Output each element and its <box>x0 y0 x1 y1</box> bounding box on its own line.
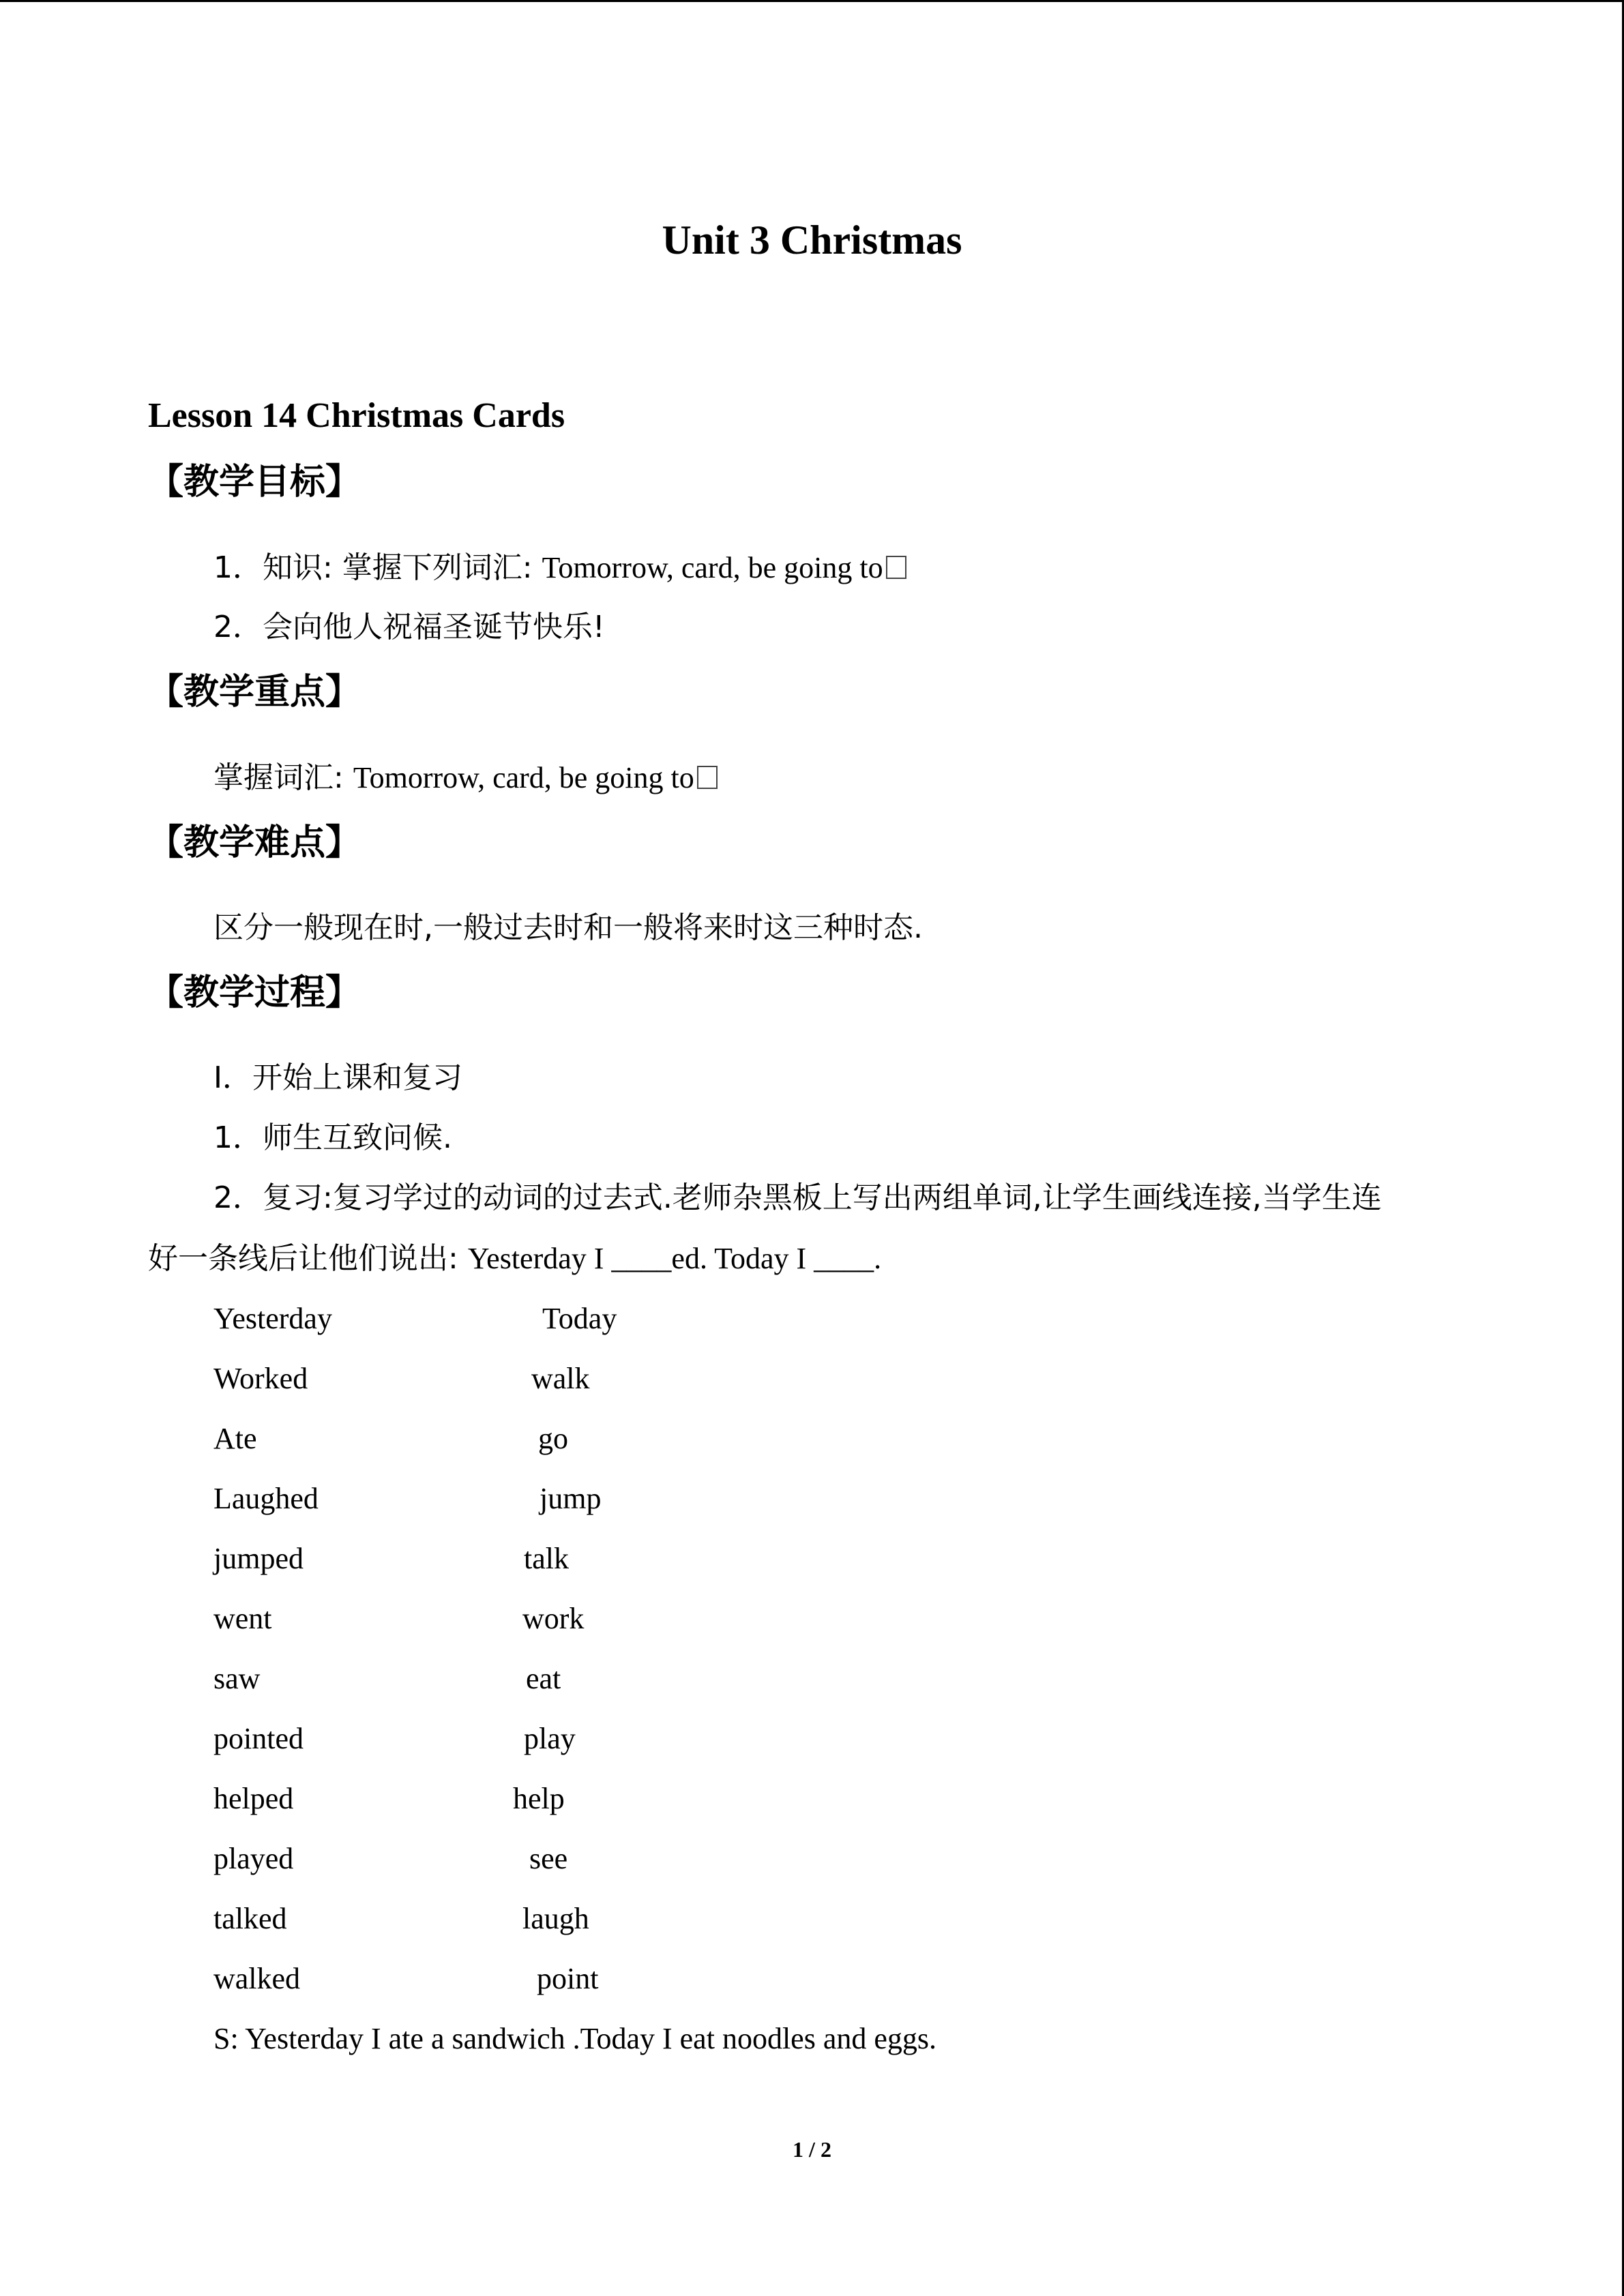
document-title: Unit 3 Christmas <box>662 218 962 263</box>
word-table-row-left: pointed <box>213 1722 304 1755</box>
word-table-row-left: walked <box>213 1962 301 1995</box>
process-item-2-line-1: 2．复习:复习学过的动词的过去式.老师杂黑板上写出两组单词,让学生画线连接,当学生连 <box>213 1180 1382 1215</box>
process-step-1: Ⅰ．开始上课和复习 <box>213 1060 462 1095</box>
difficulties-heading: 【教学难点】 <box>148 822 361 863</box>
word-table-row-left: saw <box>213 1662 261 1695</box>
word-table-row-right: see <box>529 1842 568 1875</box>
word-table-row-right: talk <box>524 1542 569 1575</box>
objectives-item-1-prefix: 1．知识: 掌握下列词汇: <box>213 550 542 585</box>
example-sentence: S: Yesterday I ate a sandwich .Today I eat noodles and eggs. <box>213 2022 936 2055</box>
objectives-item-1-words: Tomorrow, card, be going to <box>542 551 883 584</box>
word-table-row-left: went <box>213 1602 272 1635</box>
objectives-heading: 【教学目标】 <box>148 462 361 503</box>
key-points-item <box>213 760 718 795</box>
word-table-row-right: play <box>524 1722 576 1755</box>
word-table-row-right: help <box>513 1782 565 1815</box>
objectives-item-2: 2．会向他人祝福圣诞节快乐! <box>213 610 605 644</box>
missing-glyph-box-icon <box>886 556 906 579</box>
key-points-heading: 【教学重点】 <box>148 672 361 713</box>
process-item-2-line-2 <box>148 1241 882 1276</box>
word-table-row-left: Ate <box>213 1422 257 1455</box>
word-table-row-right: work <box>522 1602 585 1635</box>
word-table-row-right: point <box>537 1962 599 1995</box>
word-table-row-right: go <box>538 1422 568 1455</box>
page-number: 1 / 2 <box>793 2137 831 2162</box>
word-table-row-left: played <box>213 1842 294 1875</box>
word-table-row-left: Worked <box>213 1362 308 1395</box>
process-heading: 【教学过程】 <box>148 972 361 1013</box>
word-table-row-left: Laughed <box>213 1482 319 1515</box>
word-table-row-right: walk <box>531 1362 590 1395</box>
word-table-row-right: eat <box>526 1662 561 1695</box>
lesson-title: Lesson 14 Christmas Cards <box>148 396 565 435</box>
word-table-row-left: jumped <box>213 1542 304 1575</box>
missing-glyph-box-icon <box>697 766 718 789</box>
word-table-row-right: jump <box>540 1482 602 1515</box>
key-points-prefix: 掌握词汇: <box>213 760 353 795</box>
page-top-border <box>0 0 1624 2</box>
difficulties-item: 区分一般现在时,一般过去时和一般将来时这三种时态. <box>213 910 923 945</box>
word-table-row-right: laugh <box>522 1902 589 1935</box>
process-item-1: 1．师生互致问候. <box>213 1120 452 1155</box>
key-points-words: Tomorrow, card, be going to <box>353 761 694 794</box>
process-item-2-line-2-cjk: 好一条线后让他们说出: <box>148 1241 468 1276</box>
word-table-row-left: helped <box>213 1782 294 1815</box>
word-table-row-left: talked <box>213 1902 287 1935</box>
objectives-item-1 <box>213 550 906 585</box>
process-item-2-line-2-en: Yesterday I ____ed. Today I ____. <box>467 1242 882 1275</box>
word-table-header-left: Yesterday <box>213 1302 332 1335</box>
word-table-header-right: Today <box>542 1302 617 1335</box>
